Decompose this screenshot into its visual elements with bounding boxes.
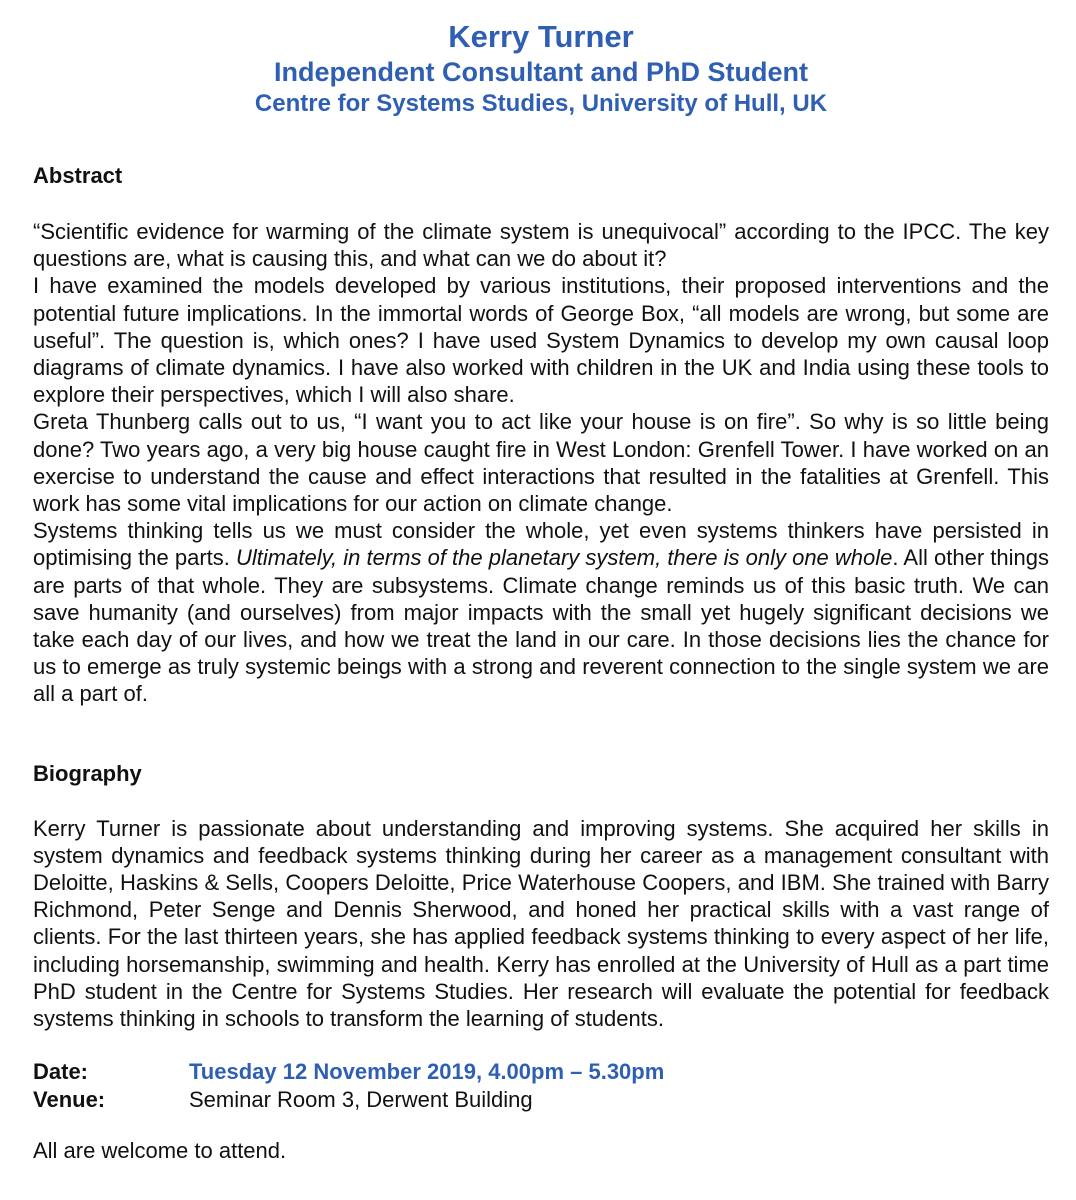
- abstract-paragraph-4: [33, 517, 1049, 707]
- date-row: [33, 1058, 1049, 1086]
- abstract-p4-italic: Ultimately, in terms of the planetary system, there is only one whole: [236, 545, 893, 571]
- venue-value: Seminar Room 3, Derwent Building: [189, 1087, 533, 1113]
- abstract-body: [33, 218, 1049, 708]
- speaker-header: [33, 19, 1049, 119]
- abstract-paragraph-3: Greta Thunberg calls out to us, “I want you to act like your house is on fire”. So why is so little being done? Two years ago, a very big house caught fire in West London: Grenfell Tower. I have worked on an exercise to understand the cause and effect interactions that resulted in the fatalities at Grenfell. This work has some vital implications for our action on climate change.: [33, 409, 1049, 517]
- date-label: Date:: [33, 1059, 89, 1085]
- biography-paragraph: Kerry Turner is passionate about understanding and improving systems. She acquired her skills in system dynamics and feedback systems thinking during her career as a management consultant with Deloitte, Haskins & Sells, Coopers Deloitte, Price Waterhouse Coopers, and IBM. She trained with Barry Richmond, Peter Senge and Dennis Sherwood, and honed her practical skills with a vast range of clients. For the last thirteen years, she has applied feedback systems thinking to every aspect of her life, including horsemanship, swimming and health. Kerry has enrolled at the University of Hull as a part time PhD student in the Centre for Systems Studies. Her research will evaluate the potential for feedback systems thinking in schools to transform the learning of students.: [33, 815, 1049, 1032]
- biography-heading: Biography: [33, 760, 142, 786]
- biography-body: [33, 815, 1049, 1033]
- speaker-name: Kerry Turner: [448, 19, 634, 54]
- document-page: [33, 0, 1049, 1165]
- date-value: Tuesday 12 November 2019, 4.00pm – 5.30pm: [189, 1059, 665, 1085]
- abstract-p4-start: Systems thinking tells us we must consider the whole, yet even systems thinkers have persisted in optimising the parts.: [33, 518, 1049, 571]
- event-details: [33, 1058, 1049, 1114]
- welcome-note: All are welcome to attend.: [33, 1138, 287, 1164]
- abstract-paragraph-2: I have examined the models developed by various institutions, their proposed interventions and the potential future implications. In the immortal words of George Box, “all models are wrong, but some are useful”. The question is, which ones? I have used System Dynamics to develop my own causal loop diagrams of climate dynamics. I have also worked with children in the UK and India using these tools to explore their perspectives, which I will also share.: [33, 273, 1049, 408]
- abstract-p4-end: . All other things are parts of that whole. They are subsystems. Climate change reminds us of this basic truth. We can save humanity (and ourselves) from major impacts with the small yet hugely significant decisions we take each day of our lives, and how we treat the land in our care. In those decisions lies the chance for us to emerge as truly systemic beings with a strong and reverent connection to the single system we are all a part of.: [33, 545, 1049, 707]
- speaker-role: Independent Consultant and PhD Student: [274, 57, 808, 87]
- abstract-paragraph-1: “Scientific evidence for warming of the climate system is unequivocal” according to the IPCC. The key questions are, what is causing this, and what can we do about it?: [33, 219, 1049, 272]
- abstract-heading: Abstract: [33, 163, 123, 188]
- speaker-organisation: Centre for Systems Studies, University of Hull, UK: [254, 90, 828, 117]
- venue-label: Venue:: [33, 1087, 106, 1113]
- venue-row: [33, 1086, 1049, 1114]
